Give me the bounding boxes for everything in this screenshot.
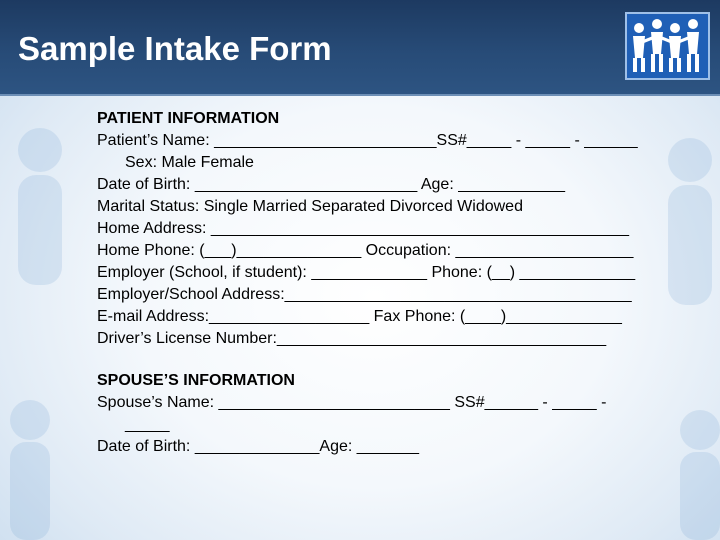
title-bar [0, 0, 720, 96]
patient-home-phone-line: Home Phone: (___)______________ Occupation: ____________________ [97, 242, 634, 259]
spouse-dob-line: Date of Birth: ______________Age: _______ [97, 438, 420, 455]
spouse-name-line-continued: _____ [125, 416, 170, 433]
patient-marital-status-line: Marital Status: Single Married Separated Divorced Widowed [97, 198, 523, 215]
section-spacer [97, 350, 707, 370]
patient-employer-address-line: Employer/School Address:_______________________________________ [97, 286, 632, 303]
intake-form [97, 108, 707, 458]
patient-name-line: Patient’s Name: _________________________SS#_____ - _____ - ______ [97, 132, 638, 149]
spouse-name-line: Spouse’s Name: __________________________ SS#______ - _____ - [97, 394, 607, 411]
patient-license-line: Driver’s License Number:_____________________________________ [97, 330, 607, 347]
patient-dob-line: Date of Birth: _________________________ Age: ____________ [97, 176, 565, 193]
patient-employer-line: Employer (School, if student): _____________ Phone: (__) _____________ [97, 264, 636, 281]
spouse-section-heading: SPOUSE’S INFORMATION [97, 372, 295, 389]
people-chain-logo [625, 12, 710, 80]
patient-sex-line: Sex: Male Female [125, 154, 254, 171]
slide-title: Sample Intake Form [18, 30, 332, 67]
patient-section-heading: PATIENT INFORMATION [97, 110, 280, 127]
patient-home-address-line: Home Address: _______________________________________________ [97, 220, 630, 237]
patient-email-line: E-mail Address:__________________ Fax Phone: (____)_____________ [97, 308, 622, 325]
